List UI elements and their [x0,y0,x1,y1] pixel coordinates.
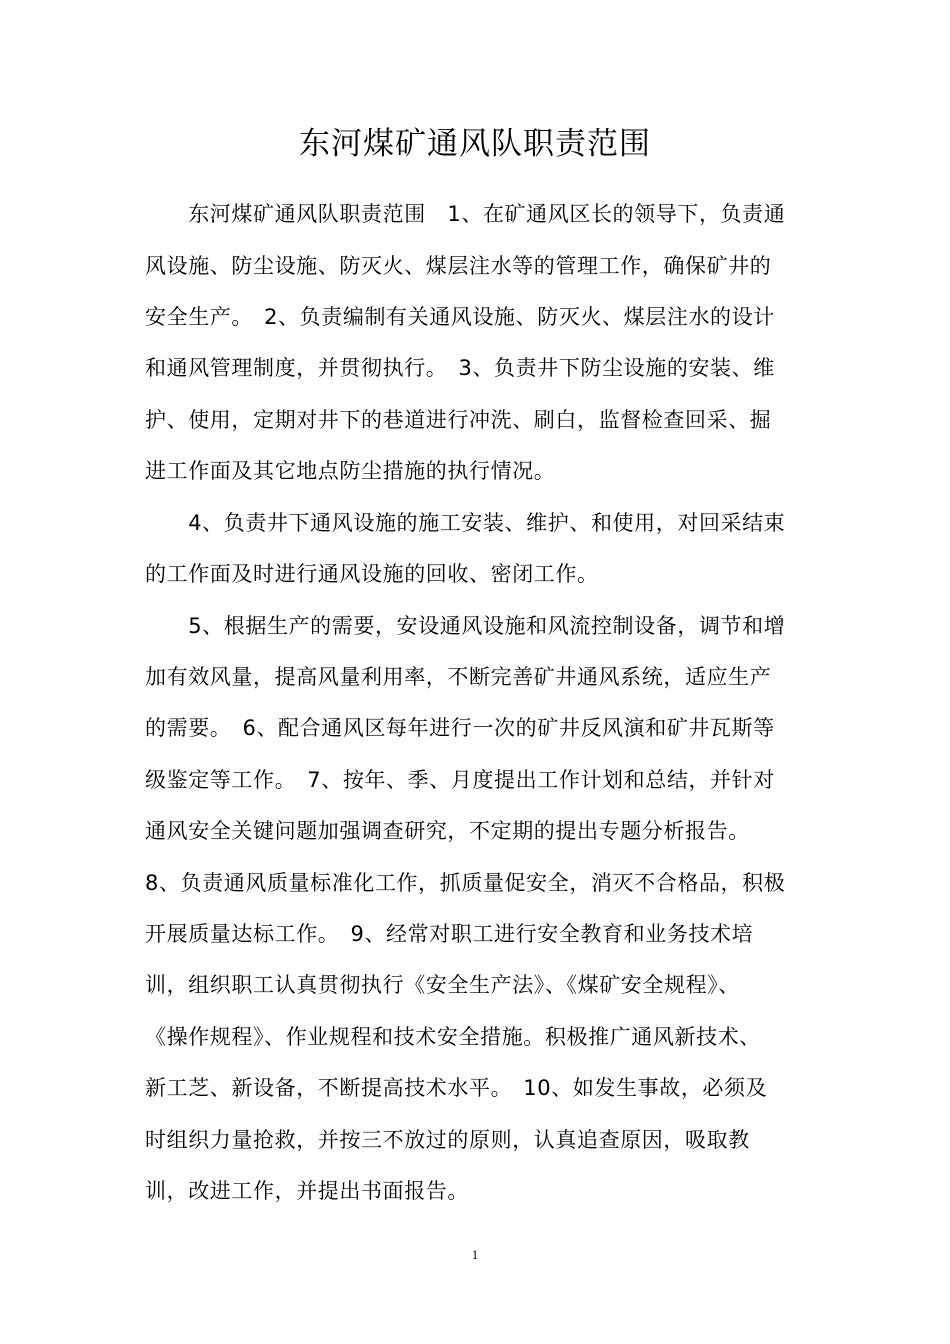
body-line-14: 8、负责通风质量标准化工作，抓质量促安全，消灭不合格品，积极 [145,871,786,895]
body-line-20: 训，改进工作，并提出书面报告。 [145,1179,469,1203]
body-line-1: 东河煤矿通风队职责范围 1、在矿通风区长的领导下，负责通 [145,202,786,226]
body-line-12: 级鉴定等工作。 7、按年、季、月度提出工作计划和总结，并针对 [145,768,775,792]
body-line-3: 安全生产。 2、负责编制有关通风设施、防灭火、煤层注水的设计 [145,305,775,329]
body-line-2: 风设施、防尘设施、防灭火、煤层注水等的管理工作，确保矿井的 [145,254,772,278]
body-line-15: 开展质量达标工作。 9、经常对职工进行安全教育和业务技术培 [145,922,754,946]
body-line-4: 和通风管理制度，并贯彻执行。 3、负责井下防尘设施的安装、维 [145,356,775,380]
body-line-10: 加有效风量，提高风量利用率，不断完善矿井通风系统，适应生产 [145,665,772,689]
body-line-11: 的需要。 6、配合通风区每年进行一次的矿井反风演和矿井瓦斯等 [145,716,775,740]
body-line-8: 的工作面及时进行通风设施的回收、密闭工作。 [145,562,599,586]
page-number: 1 [471,1247,479,1262]
body-line-7: 4、负责井下通风设施的施工安装、维护、和使用，对回采结束 [145,511,786,535]
body-line-13: 通风安全关键问题加强调查研究，不定期的提出专题分析报告。 [145,819,750,843]
body-line-16: 训，组织职工认真贯彻执行《安全生产法》、《煤矿安全规程》、 [145,973,740,997]
body-line-9: 5、根据生产的需要，安设通风设施和风流控制设备，调节和增 [145,614,786,638]
body-line-5: 护、使用，定期对井下的巷道进行冲洗、刷白，监督检查回采、掘 [145,408,772,432]
body-line-6: 进工作面及其它地点防尘措施的执行情况。 [145,459,556,483]
document-title: 东河煤矿通风队职责范围 [299,126,651,162]
body-line-18: 新工芝、新设备，不断提高技术水平。 10、如发生事故，必须及 [145,1076,768,1100]
body-line-17: 《操作规程》、作业规程和技术安全措施。积极推广通风新技术、 [145,1025,761,1049]
body-line-19: 时组织力量抢救，并按三不放过的原则，认真追查原因，吸取教 [145,1128,750,1152]
